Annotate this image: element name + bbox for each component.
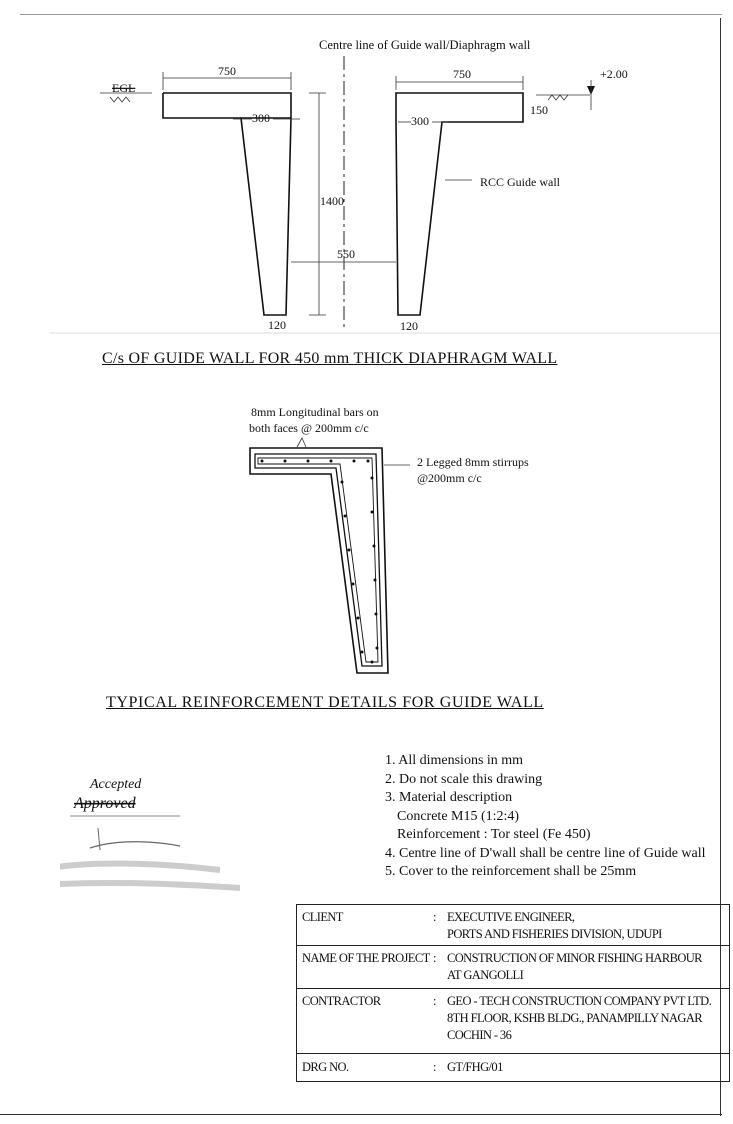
drawing-notes (385, 752, 706, 882)
title-block-drg-row (297, 1055, 729, 1081)
stirrups-label-2: @200mm c/c (417, 471, 482, 485)
client-value (447, 909, 662, 943)
contractor-label: CONTRACTOR (302, 994, 381, 1008)
sheet-border-bottom (0, 1114, 722, 1115)
dim-120-right: 120 (400, 319, 418, 333)
egl-ground-hatch (110, 97, 130, 102)
client-label: CLIENT (302, 910, 343, 924)
note-item: 3. Material description (385, 790, 513, 805)
colon: : (433, 1060, 436, 1074)
note-item: Reinforcement : Tor steel (Fe 450) (397, 827, 591, 842)
project-value-line-1: CONSTRUCTION OF MINOR FISHING HARBOUR (447, 951, 702, 965)
centre-line-label: Centre line of Guide wall/Diaphragm wall (319, 38, 531, 52)
rebar-stirrup (255, 454, 382, 666)
contractor-value-line-1: GEO - TECH CONSTRUCTION COMPANY PVT LTD. (447, 994, 712, 1008)
dim-550: 550 (337, 247, 355, 261)
colon: : (433, 951, 436, 965)
level-label: +2.00 (600, 67, 628, 81)
title-block-client-row (297, 905, 729, 946)
note-item: 5. Cover to the reinforcement shall be 25mm (385, 864, 637, 879)
note-item: 1. All dimensions in mm (385, 753, 524, 768)
reinforcement-title: TYPICAL REINFORCEMENT DETAILS FOR GUIDE WALL (106, 694, 544, 711)
contractor-value (447, 993, 711, 1044)
drg-no-label: DRG NO. (302, 1060, 349, 1074)
project-value-line-2: AT GANGOLLI (447, 968, 524, 982)
colon: : (433, 994, 436, 1008)
contractor-value-line-2: 8TH FLOOR, KSHB BLDG., PANAMPILLY NAGAR (447, 1011, 703, 1025)
long-bars-label-2: both faces @ 200mm c/c (249, 421, 369, 435)
long-bars-label-1: 8mm Longitudinal bars on (251, 405, 379, 419)
title-block-project-row (297, 946, 729, 989)
dim-120-left: 120 (268, 318, 286, 332)
guide-wall-cross-section (0, 0, 733, 340)
longitudinal-bars (261, 460, 379, 664)
dim-300-right: 300 (411, 114, 429, 128)
client-value-line-2: PORTS AND FISHERIES DIVISION, UDUPI (447, 927, 662, 941)
stamp-line-2: Approved (74, 795, 136, 812)
left-guide-wall (163, 93, 291, 315)
section-title: C/s OF GUIDE WALL FOR 450 mm THICK DIAPHRAGM WALL (102, 350, 558, 367)
dim-750-right: 750 (453, 67, 471, 81)
project-label: NAME OF THE PROJECT (302, 951, 430, 965)
stirrups-label-1: 2 Legged 8mm stirrups (417, 455, 529, 469)
dim-150: 150 (530, 103, 548, 117)
title-block (296, 904, 730, 1082)
approval-stamp (60, 768, 260, 908)
guide-wall-outline (250, 448, 388, 673)
rcc-guide-wall-label: RCC Guide wall (480, 175, 560, 189)
stamp-line-1: Accepted (90, 777, 142, 792)
reinforcement-detail (0, 390, 733, 710)
dim-300-left: 300 (252, 111, 270, 125)
project-value (447, 950, 702, 984)
note-item: 2. Do not scale this drawing (385, 771, 543, 787)
contractor-value-line-3: COCHIN - 36 (447, 1028, 512, 1042)
colon: : (433, 910, 436, 924)
client-value-line-1: EXECUTIVE ENGINEER, (447, 910, 575, 924)
dim-1400: 1400 (320, 194, 344, 208)
note-item: 4. Centre line of D'wall shall be centre line of Guide wall (385, 845, 706, 861)
egl-label: EGL (112, 81, 136, 95)
title-block-contractor-row (297, 989, 729, 1054)
note-item: Concrete M15 (1:2:4) (397, 808, 520, 824)
drg-no-value: GT/FHG/01 (447, 1060, 503, 1074)
dim-750-left: 750 (218, 64, 236, 78)
